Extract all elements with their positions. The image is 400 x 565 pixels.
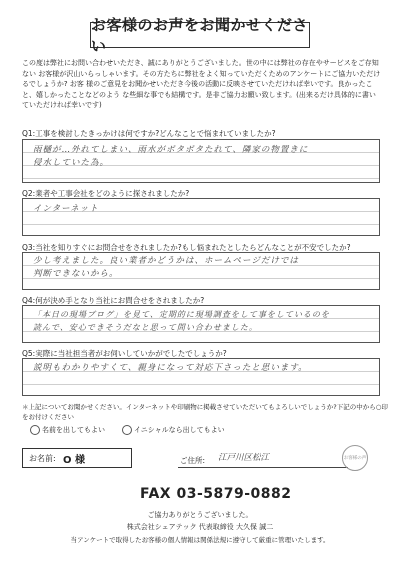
question-5-label: Q5:実際に当社担当者がお伺いしていかがでしたでしょうか? — [22, 349, 227, 358]
option-initials-ok-label: イニシャルなら出してもよい — [134, 426, 225, 434]
publication-note-line-1: ＊上記についてお聞かせください。インターネットや印刷物に掲載させていただいてもよろしいでしょうか?下記の中から○印 — [22, 403, 388, 411]
question-1-answer-box — [22, 139, 380, 183]
address-label: ご住所: — [180, 456, 206, 465]
address-underline — [178, 467, 348, 468]
page-title: お客様のお声をお聞かせください — [91, 16, 309, 55]
question-5-answer-line-1: 説明もわかりやすくて、親身になって対応下さったと思います。 — [33, 363, 308, 373]
question-4-answer-line-2: 読んで、安心できそうだなと思って問い合わせました。 — [33, 323, 258, 332]
privacy-note: 当アンケートで取得したお客様の個人情報は関係法規に遵守して厳重に管理いたします。 — [70, 536, 330, 544]
company-info: 株式会社シェアテック 代表取締役 大久保 誠二 — [126, 523, 274, 531]
question-4-label: Q4:何が決め手となり当社にお問合せをされましたか? — [22, 296, 205, 305]
question-3-answer-line-2: 判断できないから。 — [33, 269, 119, 279]
question-2-answer-box — [22, 198, 380, 236]
thanks-text: ご協力ありがとうございました。 — [147, 511, 253, 519]
question-1-answer-line-1: 雨樋が…外れてしまい、雨水がボタボタたれて、隣家の物置きに — [33, 145, 309, 155]
question-4-answer-line-1: 「本日の現場ブログ」を見て、定期的に現場調査をして事をしているのを — [33, 310, 330, 319]
question-4-answer-box — [22, 305, 380, 343]
option-name-ok-label: 名前を出してもよい — [42, 426, 105, 434]
fax-number: FAX 03-5879-0882 — [140, 486, 292, 502]
address-value: 江戸川区松江 — [218, 453, 270, 463]
question-2-answer-line-1: インターネット — [33, 204, 99, 214]
intro-text: この度は弊社にお問い合わせいただき、誠にありがとうございました。世の中には弊社の存在やサービスをご存知ない お客様が沢山いらっしゃいます。その方たちに弊社をよく知っていただくためのアンケートにご協力いただけるでしょうか? お客 様のご意見をお聞かせいただき今後の活動に反映させていただければ幸いです。良かったこと、嬉しかったことなどのよう な些細な事でも結構です。是非ご協力お願い致します。(出来るだけ具体的に書いていただければ幸いです) — [22, 59, 381, 109]
name-label: お名前: — [29, 453, 56, 463]
question-1-label: Q1:工事を検討したきっかけは何ですか?どんなことで悩まれていましたか? — [22, 129, 276, 138]
option-name-ok[interactable] — [30, 425, 105, 435]
question-5-answer-box — [22, 358, 380, 396]
question-2-label: Q2:業者や工事会社をどのように探されましたか? — [22, 189, 190, 198]
radio-circle-icon[interactable] — [122, 425, 132, 435]
publication-note-line-2: をお付けください — [22, 413, 74, 421]
question-1-answer-line-2: 侵水していた為。 — [33, 158, 110, 168]
name-value: O 様 — [63, 454, 85, 466]
question-3-answer-line-1: 少し考えました。良い業者かどうかは、ホームページだけでは — [33, 256, 299, 266]
option-initials-ok[interactable] — [122, 425, 225, 435]
question-3-answer-box — [22, 252, 380, 290]
company-stamp: お客様の声 — [342, 445, 368, 471]
radio-circle-icon[interactable] — [30, 425, 40, 435]
name-field — [22, 448, 132, 468]
question-3-label: Q3:当社を知りすぐにお問合せをされましたか?もし悩まれたとしたらどんなことが不安でしたか? — [22, 243, 351, 252]
